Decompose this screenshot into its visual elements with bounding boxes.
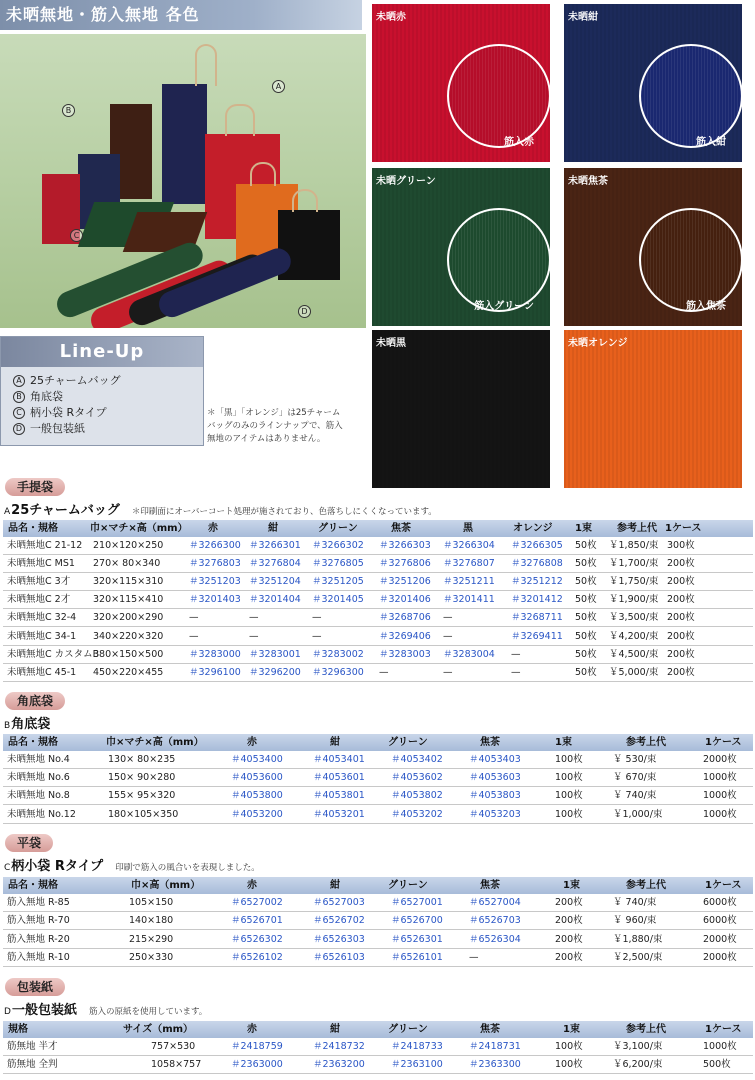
header-cell: 黒 xyxy=(463,523,473,534)
table-cell: 200枚 xyxy=(667,666,695,678)
table-cell: ＃3268706 xyxy=(379,612,431,624)
table-cell: 50枚 xyxy=(575,594,597,606)
table-cell: ＃6526303 xyxy=(313,933,365,945)
table-cell: 未晒無地C 3才 xyxy=(7,576,71,588)
table-cell: 未晒無地C 2才 xyxy=(7,594,71,606)
product-photo xyxy=(0,34,366,328)
header-cell: 赤 xyxy=(208,523,218,534)
header-cell: 1束 xyxy=(563,880,580,891)
table-cell: 1000枚 xyxy=(703,790,737,802)
header-cell: 1束 xyxy=(563,1024,580,1035)
header-cell: グリーン xyxy=(388,737,428,748)
table-row xyxy=(3,1038,753,1056)
header-cell: 焦茶 xyxy=(480,880,500,891)
table-cell: 筋入無地 R-70 xyxy=(7,915,70,927)
swatch-1 xyxy=(372,4,550,162)
table-cell: 340×220×320 xyxy=(93,630,164,642)
table-cell: 500枚 xyxy=(703,1059,731,1070)
swatch-4 xyxy=(564,168,742,326)
table-cell: ＃6526102 xyxy=(231,951,283,963)
header-cell: グリーン xyxy=(318,523,358,534)
table-cell: ＃6527002 xyxy=(231,897,283,908)
table-cell: ＃4053600 xyxy=(231,772,283,784)
table-cell: 100枚 xyxy=(555,790,583,802)
table-row xyxy=(3,949,753,967)
table-cell: — xyxy=(511,648,521,660)
table-cell: ＃3251205 xyxy=(312,576,364,588)
table-cell: ＃6526304 xyxy=(469,933,521,945)
table-cell: ＃4053403 xyxy=(469,754,521,765)
table-cell: 1058×757 xyxy=(151,1059,202,1070)
table-cell: 1000枚 xyxy=(703,808,737,820)
table-cell: ＃2363100 xyxy=(391,1059,443,1070)
header-cell: 1ケース xyxy=(705,1024,742,1035)
table-cell: ＃3269411 xyxy=(511,630,563,642)
section-title-text: 柄小袋 Rタイプ xyxy=(11,859,104,874)
table-cell: 320×200×290 xyxy=(93,612,164,624)
table-cell: 50枚 xyxy=(575,666,597,678)
table-cell: ＃3283004 xyxy=(443,648,495,660)
section-label-tesage: 手提袋 xyxy=(5,478,65,496)
table-cell: 200枚 xyxy=(555,933,583,945)
table-header-kakuzoko xyxy=(3,734,753,751)
table-cell: ＃3251203 xyxy=(189,576,241,588)
table-cell: ￥1,850/束 xyxy=(609,540,659,551)
header-cell: 規格 xyxy=(8,1024,28,1035)
table-cell: 50枚 xyxy=(575,648,597,660)
section-title-text: 一般包装紙 xyxy=(11,1003,77,1018)
table-cell: ＃3201412 xyxy=(511,594,563,606)
header-cell: 参考上代 xyxy=(626,880,666,891)
table-cell: ＃3283002 xyxy=(312,648,364,660)
table-cell: 未晒無地 No.8 xyxy=(7,790,70,802)
table-cell: ＃6527003 xyxy=(313,897,365,908)
table-cell: 6000枚 xyxy=(703,897,737,908)
table-cell: ＃6526302 xyxy=(231,933,283,945)
page-title: 未晒無地・筋入無地 各色 xyxy=(0,0,362,30)
section-title-text: 角底袋 xyxy=(11,717,51,732)
table-cell: ＃3251212 xyxy=(511,576,563,588)
table-cell: ＃4053203 xyxy=(469,808,521,820)
table-row xyxy=(3,609,753,627)
table-cell: ＃3296200 xyxy=(249,666,301,678)
table-cell: 380×150×500 xyxy=(93,648,164,660)
table-cell: 200枚 xyxy=(555,897,583,908)
table-header-hirabukuro xyxy=(3,877,753,894)
table-cell: 320×115×410 xyxy=(93,594,164,606)
swatch-circle-label: 筋入赤 xyxy=(504,137,534,148)
table-cell: 100枚 xyxy=(555,754,583,765)
table-cell: 200枚 xyxy=(667,576,695,588)
table-cell: ￥1,750/束 xyxy=(609,576,659,588)
table-cell: 210×120×250 xyxy=(93,540,164,551)
table-cell: 320×115×310 xyxy=(93,576,164,588)
lineup-box xyxy=(0,336,204,446)
table-cell: ￥1,880/束 xyxy=(613,933,663,945)
table-cell: ￥ 530/束 xyxy=(613,754,657,765)
table-cell: 100枚 xyxy=(555,808,583,820)
table-cell: ＃3268711 xyxy=(511,612,563,624)
header-cell: 品名・規格 xyxy=(8,523,58,534)
table-cell: ＃4053803 xyxy=(469,790,521,802)
table-cell: ＃3201405 xyxy=(312,594,364,606)
table-row xyxy=(3,664,753,682)
table-cell: ＃3251206 xyxy=(379,576,431,588)
table-cell: 250×330 xyxy=(129,951,174,963)
table-cell: — xyxy=(443,666,453,678)
swatch-label: 未晒紺 xyxy=(568,12,598,23)
table-cell: ＃3276805 xyxy=(312,558,364,570)
table-cell: 6000枚 xyxy=(703,915,737,927)
section-desc: 筋入の原紙を使用しています。 xyxy=(88,1007,208,1017)
swatch-circle-label: 筋入紺 xyxy=(696,137,726,148)
header-cell: 紺 xyxy=(268,523,278,534)
table-cell: ￥ 740/束 xyxy=(613,897,657,908)
table-cell: 筋無地 半才 xyxy=(7,1041,58,1052)
table-cell: ＃3266304 xyxy=(443,540,495,551)
table-row xyxy=(3,573,753,591)
table-cell: — xyxy=(511,666,521,678)
table-cell: — xyxy=(312,612,322,624)
table-cell: ＃6526103 xyxy=(313,951,365,963)
header-cell: 巾×マチ×高（mm） xyxy=(106,737,204,748)
table-cell: 200枚 xyxy=(555,951,583,963)
table-cell: ￥1,000/束 xyxy=(613,808,663,820)
table-cell: ＃3269406 xyxy=(379,630,431,642)
table-cell: ＃4053603 xyxy=(469,772,521,784)
table-cell: 2000枚 xyxy=(703,754,737,765)
table-row xyxy=(3,646,753,664)
table-cell: 180×105×350 xyxy=(108,808,179,820)
table-cell: 未晒無地 No.4 xyxy=(7,754,70,765)
table-cell: ＃3276807 xyxy=(443,558,495,570)
photo-marker-a: A xyxy=(272,80,285,93)
header-cell: 赤 xyxy=(247,737,257,748)
section-title-tesage xyxy=(4,499,437,518)
table-cell: ￥4,500/束 xyxy=(609,648,659,660)
table-cell: 筋入無地 R-20 xyxy=(7,933,70,945)
section-desc: 印刷で筋入の風合いを表現しました。 xyxy=(115,863,260,873)
header-cell: 1ケース xyxy=(705,880,742,891)
header-cell: 巾×高（mm） xyxy=(131,880,201,891)
table-cell: 100枚 xyxy=(555,772,583,784)
table-cell: ￥1,700/束 xyxy=(609,558,659,570)
table-cell: ＃4053400 xyxy=(231,754,283,765)
table-cell: 200枚 xyxy=(667,612,695,624)
header-cell: 参考上代 xyxy=(626,737,666,748)
table-cell: 50枚 xyxy=(575,630,597,642)
header-cell: 焦茶 xyxy=(391,523,411,534)
table-cell: 450×220×455 xyxy=(93,666,164,678)
table-cell: 1000枚 xyxy=(703,772,737,784)
table-cell: 155× 95×320 xyxy=(108,790,176,802)
table-cell: ＃4053201 xyxy=(313,808,365,820)
section-desc: ＊印刷面にオーバーコート処理が施されており、色落ちしにくくなっています。 xyxy=(131,507,437,517)
table-cell: ＃2363300 xyxy=(469,1059,521,1070)
table-cell: — xyxy=(249,612,259,624)
swatch-2 xyxy=(564,4,742,162)
table-row xyxy=(3,751,753,769)
table-cell: 筋無地 全判 xyxy=(7,1059,58,1070)
table-cell: ＃3266302 xyxy=(312,540,364,551)
table-cell: 50枚 xyxy=(575,558,597,570)
table-cell: 200枚 xyxy=(667,594,695,606)
table-cell: ￥ 960/束 xyxy=(613,915,657,927)
section-mark: A xyxy=(4,507,11,517)
table-cell: ＃3266305 xyxy=(511,540,563,551)
table-cell: — xyxy=(443,612,453,624)
photo-marker-d: D xyxy=(298,305,311,318)
table-cell: — xyxy=(469,951,479,963)
table-row xyxy=(3,591,753,609)
table-cell: ＃3201403 xyxy=(189,594,241,606)
table-cell: — xyxy=(189,630,199,642)
table-cell: — xyxy=(189,612,199,624)
table-cell: ＃2363200 xyxy=(313,1059,365,1070)
header-cell: 赤 xyxy=(247,1024,257,1035)
table-row xyxy=(3,628,753,646)
header-cell: グリーン xyxy=(388,880,428,891)
header-cell: 参考上代 xyxy=(617,523,657,534)
lineup-title: Line-Up xyxy=(1,337,203,367)
section-label-hirabukuro: 平袋 xyxy=(5,834,53,852)
table-cell: 未晒無地C MS1 xyxy=(7,558,75,570)
table-cell: 757×530 xyxy=(151,1041,196,1052)
table-cell: 未晒無地 No.12 xyxy=(7,808,76,820)
table-cell: ＃3283001 xyxy=(249,648,301,660)
table-cell: 未晒無地C カスタムB xyxy=(7,648,100,660)
header-cell: グリーン xyxy=(388,1024,428,1035)
table-cell: ＃3276804 xyxy=(249,558,301,570)
table-cell: ＃3276806 xyxy=(379,558,431,570)
table-cell: 300枚 xyxy=(667,540,695,551)
table-row xyxy=(3,555,753,573)
lineup-item: A 25チャームバッグ xyxy=(13,373,121,389)
section-title-hirabukuro xyxy=(4,855,260,874)
header-cell: 紺 xyxy=(330,1024,340,1035)
photo-marker-b: B xyxy=(62,104,75,117)
table-cell: ＃3266301 xyxy=(249,540,301,551)
header-cell: オレンジ xyxy=(513,523,553,534)
table-cell: 未晒無地 No.6 xyxy=(7,772,70,784)
section-mark: D xyxy=(4,1007,11,1017)
table-row xyxy=(3,912,753,930)
table-cell: ＃4053202 xyxy=(391,808,443,820)
table-cell: ＃6526101 xyxy=(391,951,443,963)
swatch-label: 未晒焦茶 xyxy=(568,176,608,187)
swatch-label: 未晒赤 xyxy=(376,12,406,23)
table-cell: ￥3,100/束 xyxy=(613,1041,663,1052)
header-cell: 巾×マチ×高（mm） xyxy=(90,523,188,534)
table-cell: 270× 80×340 xyxy=(93,558,161,570)
swatch-label: 未晒オレンジ xyxy=(568,338,628,349)
lineup-item: C 柄小袋 Rタイプ xyxy=(13,405,107,421)
table-cell: 未晒無地C 21-12 xyxy=(7,540,83,551)
table-cell: ＃2363000 xyxy=(231,1059,283,1070)
table-cell: ￥2,500/束 xyxy=(613,951,663,963)
table-cell: ＃6526702 xyxy=(313,915,365,927)
table-cell: ＃3283000 xyxy=(189,648,241,660)
table-row xyxy=(3,894,753,912)
table-row xyxy=(3,931,753,949)
table-row xyxy=(3,769,753,787)
table-cell: 215×290 xyxy=(129,933,174,945)
table-row xyxy=(3,787,753,805)
table-cell: — xyxy=(249,630,259,642)
table-row xyxy=(3,537,753,555)
table-cell: ＃4053200 xyxy=(231,808,283,820)
table-cell: 130× 80×235 xyxy=(108,754,176,765)
table-cell: ￥5,000/束 xyxy=(609,666,659,678)
table-cell: — xyxy=(312,630,322,642)
header-cell: 1束 xyxy=(575,523,592,534)
table-cell: ＃2418731 xyxy=(469,1041,521,1052)
table-cell: ＃4053802 xyxy=(391,790,443,802)
table-cell: ￥4,200/束 xyxy=(609,630,659,642)
table-cell: ＃3296100 xyxy=(189,666,241,678)
swatch-circle xyxy=(639,44,742,148)
table-header-tesage xyxy=(3,520,753,537)
table-cell: 140×180 xyxy=(129,915,174,927)
table-cell: ＃2418759 xyxy=(231,1041,283,1052)
table-cell: ￥6,200/束 xyxy=(613,1059,663,1070)
table-row xyxy=(3,806,753,824)
photo-marker-c: C xyxy=(70,229,83,242)
header-cell: サイズ（mm） xyxy=(123,1024,194,1035)
table-cell: 200枚 xyxy=(667,558,695,570)
table-header-housoushi xyxy=(3,1021,753,1038)
table-cell: — xyxy=(443,630,453,642)
table-cell: ＃6527001 xyxy=(391,897,443,908)
table-cell: 未晒無地C 34-1 xyxy=(7,630,77,642)
section-title-housoushi xyxy=(4,999,207,1018)
table-cell: ＃4053801 xyxy=(313,790,365,802)
table-cell: ＃3251211 xyxy=(443,576,495,588)
header-cell: 焦茶 xyxy=(480,737,500,748)
table-cell: 1000枚 xyxy=(703,1041,737,1052)
table-cell: ＃2418732 xyxy=(313,1041,365,1052)
table-row xyxy=(3,1056,753,1074)
table-cell: ＃3201404 xyxy=(249,594,301,606)
table-cell: ￥1,900/束 xyxy=(609,594,659,606)
note-text: ＊「黒」「オレンジ」は25チャームバッグのみのラインナップで、筋入無地のアイテムはありません。 xyxy=(207,408,343,444)
table-cell: ＃4053401 xyxy=(313,754,365,765)
header-cell: 1束 xyxy=(555,737,572,748)
table-cell: 100枚 xyxy=(555,1041,583,1052)
table-cell: 未晒無地C 45-1 xyxy=(7,666,77,678)
table-cell: 100枚 xyxy=(555,1059,583,1070)
table-cell: ＃4053402 xyxy=(391,754,443,765)
table-cell: 200枚 xyxy=(667,630,695,642)
section-label-kakuzoko: 角底袋 xyxy=(5,692,65,710)
header-cell: 品名・規格 xyxy=(8,737,58,748)
table-cell: 未晒無地C 32-4 xyxy=(7,612,77,624)
swatch-circle-label: 筋入グリーン xyxy=(474,301,534,312)
table-cell: 200枚 xyxy=(555,915,583,927)
header-cell: 紺 xyxy=(330,737,340,748)
header-cell: 参考上代 xyxy=(626,1024,666,1035)
table-cell: 50枚 xyxy=(575,540,597,551)
table-cell: ＃6526703 xyxy=(469,915,521,927)
table-cell: ＃3251204 xyxy=(249,576,301,588)
lineup-item: D 一般包装紙 xyxy=(13,421,85,437)
lineup-item: B 角底袋 xyxy=(13,389,63,405)
section-title-text: 25チャームバッグ xyxy=(11,503,120,518)
section-mark: B xyxy=(4,721,11,731)
table-cell: 105×150 xyxy=(129,897,174,908)
bag-navy-tall xyxy=(162,84,207,204)
table-cell: ＃4053601 xyxy=(313,772,365,784)
table-cell: ＃3201411 xyxy=(443,594,495,606)
swatch-label: 未晒黒 xyxy=(376,338,406,349)
table-cell: ＃4053800 xyxy=(231,790,283,802)
header-cell: 1ケース xyxy=(705,737,742,748)
table-cell: ＃4053602 xyxy=(391,772,443,784)
table-cell: ＃3283003 xyxy=(379,648,431,660)
header-cell: 赤 xyxy=(247,880,257,891)
table-cell: ＃3201406 xyxy=(379,594,431,606)
table-cell: 2000枚 xyxy=(703,933,737,945)
table-cell: 50枚 xyxy=(575,612,597,624)
table-cell: 200枚 xyxy=(667,648,695,660)
table-cell: ＃6526701 xyxy=(231,915,283,927)
table-cell: ＃6527004 xyxy=(469,897,521,908)
header-cell: 1ケース xyxy=(665,523,702,534)
table-cell: ＃3266303 xyxy=(379,540,431,551)
swatch-5 xyxy=(372,330,550,488)
swatch-label: 未晒グリーン xyxy=(376,176,436,187)
section-mark: C xyxy=(4,863,11,873)
table-cell: ＃3266300 xyxy=(189,540,241,551)
table-cell: 2000枚 xyxy=(703,951,737,963)
table-cell: ＃3296300 xyxy=(312,666,364,678)
table-cell: — xyxy=(379,666,389,678)
table-cell: 筋入無地 R-85 xyxy=(7,897,70,908)
header-cell: 焦茶 xyxy=(480,1024,500,1035)
section-title-kakuzoko xyxy=(4,713,50,732)
table-cell: ＃3276808 xyxy=(511,558,563,570)
header-cell: 紺 xyxy=(330,880,340,891)
table-cell: 150× 90×280 xyxy=(108,772,176,784)
swatch-3 xyxy=(372,168,550,326)
swatch-circle xyxy=(447,44,550,148)
section-label-housoushi: 包装紙 xyxy=(5,978,65,996)
table-cell: ＃3276803 xyxy=(189,558,241,570)
table-cell: ＃2418733 xyxy=(391,1041,443,1052)
table-cell: 50枚 xyxy=(575,576,597,588)
table-cell: ＃6526301 xyxy=(391,933,443,945)
swatch-6 xyxy=(564,330,742,488)
header-cell: 品名・規格 xyxy=(8,880,58,891)
table-cell: ￥ 670/束 xyxy=(613,772,657,784)
table-cell: ＃6526700 xyxy=(391,915,443,927)
table-cell: ￥3,500/束 xyxy=(609,612,659,624)
swatch-circle-label: 筋入焦茶 xyxy=(686,301,726,312)
table-cell: ￥ 740/束 xyxy=(613,790,657,802)
table-cell: 筋入無地 R-10 xyxy=(7,951,70,963)
